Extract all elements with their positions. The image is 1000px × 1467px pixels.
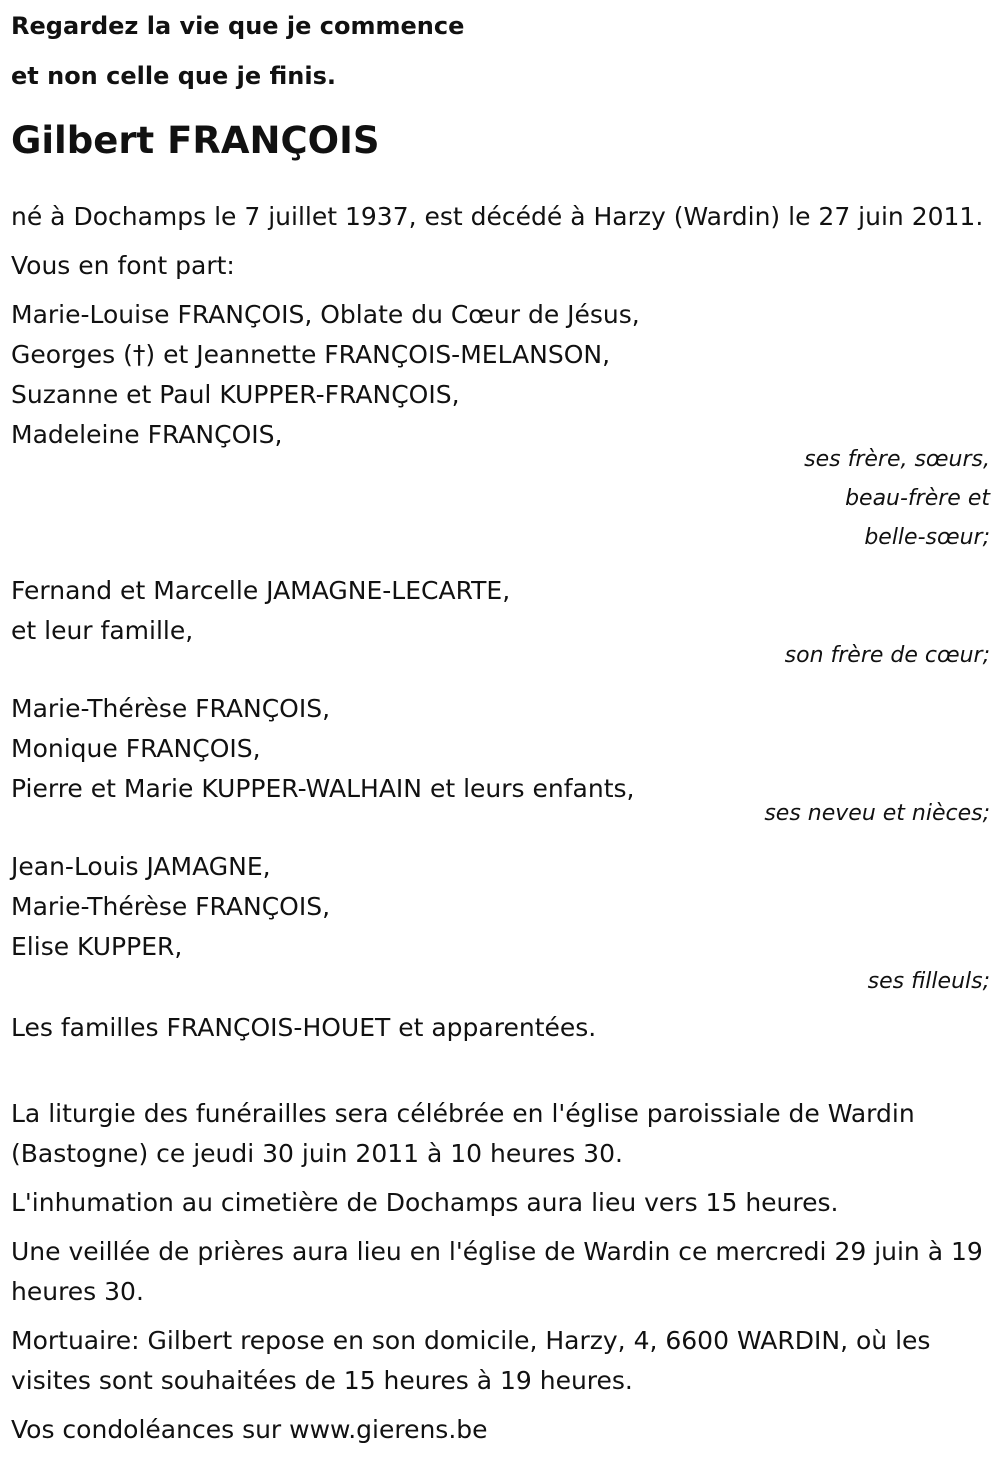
family-name-line: Elise KUPPER, xyxy=(11,932,183,961)
family-name-line: et leur famille, xyxy=(11,616,194,645)
epigraph-line-1: Regardez la vie que je commence xyxy=(11,12,465,40)
family-group-nephews-nieces xyxy=(11,689,990,833)
epigraph-line-2: et non celle que je finis. xyxy=(11,62,336,90)
family-name-line: Jean-Louis JAMAGNE, xyxy=(11,852,271,881)
family-name-line: Fernand et Marcelle JAMAGNE-LECARTE, xyxy=(11,576,511,605)
family-name-line: Marie-Thérèse FRANÇOIS, xyxy=(11,694,331,723)
relation-label: son frère de cœur; xyxy=(784,643,990,668)
condolences-line: Vos condoléances sur www.gierens.be xyxy=(11,1415,488,1444)
relation-label: belle-sœur; xyxy=(864,525,990,550)
families-line: Les familles FRANÇOIS-HOUET et apparentées. xyxy=(11,1013,597,1042)
relation-label: beau-frère et xyxy=(845,486,990,511)
announcement-intro: Vous en font part: xyxy=(11,251,235,280)
birth-death-statement: né à Dochamps le 7 juillet 1937, est décédé à Harzy (Wardin) le 27 juin 2011. xyxy=(11,202,984,231)
relation-label: ses filleuls; xyxy=(867,969,990,994)
deceased-name: Gilbert FRANÇOIS xyxy=(11,119,380,162)
family-group-heart-brother xyxy=(11,571,990,675)
family-name-line: Pierre et Marie KUPPER-WALHAIN et leurs enfants, xyxy=(11,774,635,803)
family-name-line: Suzanne et Paul KUPPER-FRANÇOIS, xyxy=(11,380,460,409)
mortuary-details: Mortuaire: Gilbert repose en son domicile, Harzy, 4, 6600 WARDIN, où les visites sont souhaitées de 15 heures à 19 heures. xyxy=(11,1326,931,1395)
family-name-line: Marie-Louise FRANÇOIS, Oblate du Cœur de Jésus, xyxy=(11,300,640,329)
family-name-line: Monique FRANÇOIS, xyxy=(11,734,261,763)
funeral-details: La liturgie des funérailles sera célébrée en l'église paroissiale de Wardin (Bastogne) ce jeudi 30 juin 2011 à 10 heures 30. xyxy=(11,1099,915,1168)
burial-details: L'inhumation au cimetière de Dochamps aura lieu vers 15 heures. xyxy=(11,1188,839,1217)
relation-label: ses neveu et nièces; xyxy=(764,801,990,826)
relation-label: ses frère, sœurs, xyxy=(804,447,990,472)
vigil-details: Une veillée de prières aura lieu en l'église de Wardin ce mercredi 29 juin à 19 heures 30. xyxy=(11,1237,983,1306)
family-name-line: Marie-Thérèse FRANÇOIS, xyxy=(11,892,331,921)
family-name-line: Madeleine FRANÇOIS, xyxy=(11,420,283,449)
family-group-godchildren xyxy=(11,847,990,1001)
family-group-siblings xyxy=(11,295,990,557)
family-name-line: Georges (†) et Jeannette FRANÇOIS-MELANSON, xyxy=(11,340,611,369)
